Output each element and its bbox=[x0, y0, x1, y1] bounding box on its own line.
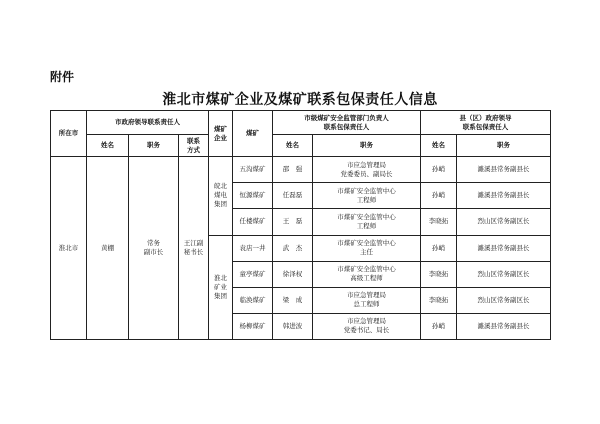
dept-name-cell: 王 磊 bbox=[273, 209, 313, 235]
county-name-cell: 孙峭 bbox=[421, 313, 457, 339]
city-cell: 淮北市 bbox=[51, 157, 87, 340]
header-leader-name: 姓名 bbox=[87, 135, 129, 157]
dept-name-cell: 武 杰 bbox=[273, 235, 313, 261]
leader-name-cell: 黄棚 bbox=[87, 157, 129, 340]
county-position-cell: 濉溪县常务副县长 bbox=[457, 183, 551, 209]
leader-contact-cell: 王江副 秘书长 bbox=[179, 157, 209, 340]
county-name-cell: 李晓拓 bbox=[421, 209, 457, 235]
header-county-position: 职务 bbox=[457, 135, 551, 157]
mine-cell: 袁店一井 bbox=[233, 235, 273, 261]
county-position-cell: 烈山区常务副区长 bbox=[457, 261, 551, 287]
county-name-cell: 孙峭 bbox=[421, 157, 457, 183]
attachment-label: 附件 bbox=[50, 70, 75, 84]
mine-cell: 恒源煤矿 bbox=[233, 183, 273, 209]
responsibility-table bbox=[50, 110, 551, 340]
dept-name-cell: 任磊磊 bbox=[273, 183, 313, 209]
header-dept-name: 姓名 bbox=[273, 135, 313, 157]
dept-position-cell: 市应急管理局 总工程师 bbox=[313, 287, 421, 313]
county-position-cell: 烈山区常务副区长 bbox=[457, 287, 551, 313]
document-title: 淮北市煤矿企业及煤矿联系包保责任人信息 bbox=[162, 92, 438, 108]
header-leader-position: 职务 bbox=[129, 135, 179, 157]
mine-cell: 五沟煤矿 bbox=[233, 157, 273, 183]
header-county-group: 县（区）政府领导 联系包保责任人 bbox=[421, 111, 551, 135]
county-name-cell: 孙峭 bbox=[421, 183, 457, 209]
dept-name-cell: 徐泽权 bbox=[273, 261, 313, 287]
mine-cell: 临涣煤矿 bbox=[233, 287, 273, 313]
header-mine: 煤矿 bbox=[233, 111, 273, 157]
county-position-cell: 烈山区常务副区长 bbox=[457, 209, 551, 235]
header-city: 所在市 bbox=[51, 111, 87, 157]
dept-position-cell: 市煤矿安全监管中心 主任 bbox=[313, 235, 421, 261]
county-position-cell: 濉溪县常务副县长 bbox=[457, 157, 551, 183]
dept-name-cell: 邵 强 bbox=[273, 157, 313, 183]
dept-name-cell: 梁 成 bbox=[273, 287, 313, 313]
leader-position-cell: 常务 副市长 bbox=[129, 157, 179, 340]
dept-position-cell: 市煤矿安全监管中心 工程师 bbox=[313, 209, 421, 235]
dept-position-cell: 市煤矿安全监管中心 工程师 bbox=[313, 183, 421, 209]
company-cell: 淮北 矿业 集团 bbox=[209, 235, 233, 339]
county-position-cell: 濉溪县常务副县长 bbox=[457, 313, 551, 339]
table-row bbox=[51, 157, 551, 183]
dept-position-cell: 市煤矿安全监管中心 高级工程师 bbox=[313, 261, 421, 287]
mine-cell: 任楼煤矿 bbox=[233, 209, 273, 235]
dept-position-cell: 市应急管理局 党委书记、局长 bbox=[313, 313, 421, 339]
county-name-cell: 李晓拓 bbox=[421, 261, 457, 287]
county-name-cell: 李晓拓 bbox=[421, 287, 457, 313]
header-company: 煤矿 企业 bbox=[209, 111, 233, 157]
header-city-dept-group: 市级煤矿安全监管部门负责人 联系包保责任人 bbox=[273, 111, 421, 135]
county-name-cell: 孙峭 bbox=[421, 235, 457, 261]
dept-name-cell: 韩进波 bbox=[273, 313, 313, 339]
mine-cell: 杨柳煤矿 bbox=[233, 313, 273, 339]
header-county-name: 姓名 bbox=[421, 135, 457, 157]
county-position-cell: 濉溪县常务副县长 bbox=[457, 235, 551, 261]
header-city-gov-group: 市政府领导联系责任人 bbox=[87, 111, 209, 135]
dept-position-cell: 市应急管理局 党委委员、副局长 bbox=[313, 157, 421, 183]
mine-cell: 童亭煤矿 bbox=[233, 261, 273, 287]
header-dept-position: 职务 bbox=[313, 135, 421, 157]
company-cell: 皖北 煤电 集团 bbox=[209, 157, 233, 235]
header-contact-method: 联系 方式 bbox=[179, 135, 209, 157]
